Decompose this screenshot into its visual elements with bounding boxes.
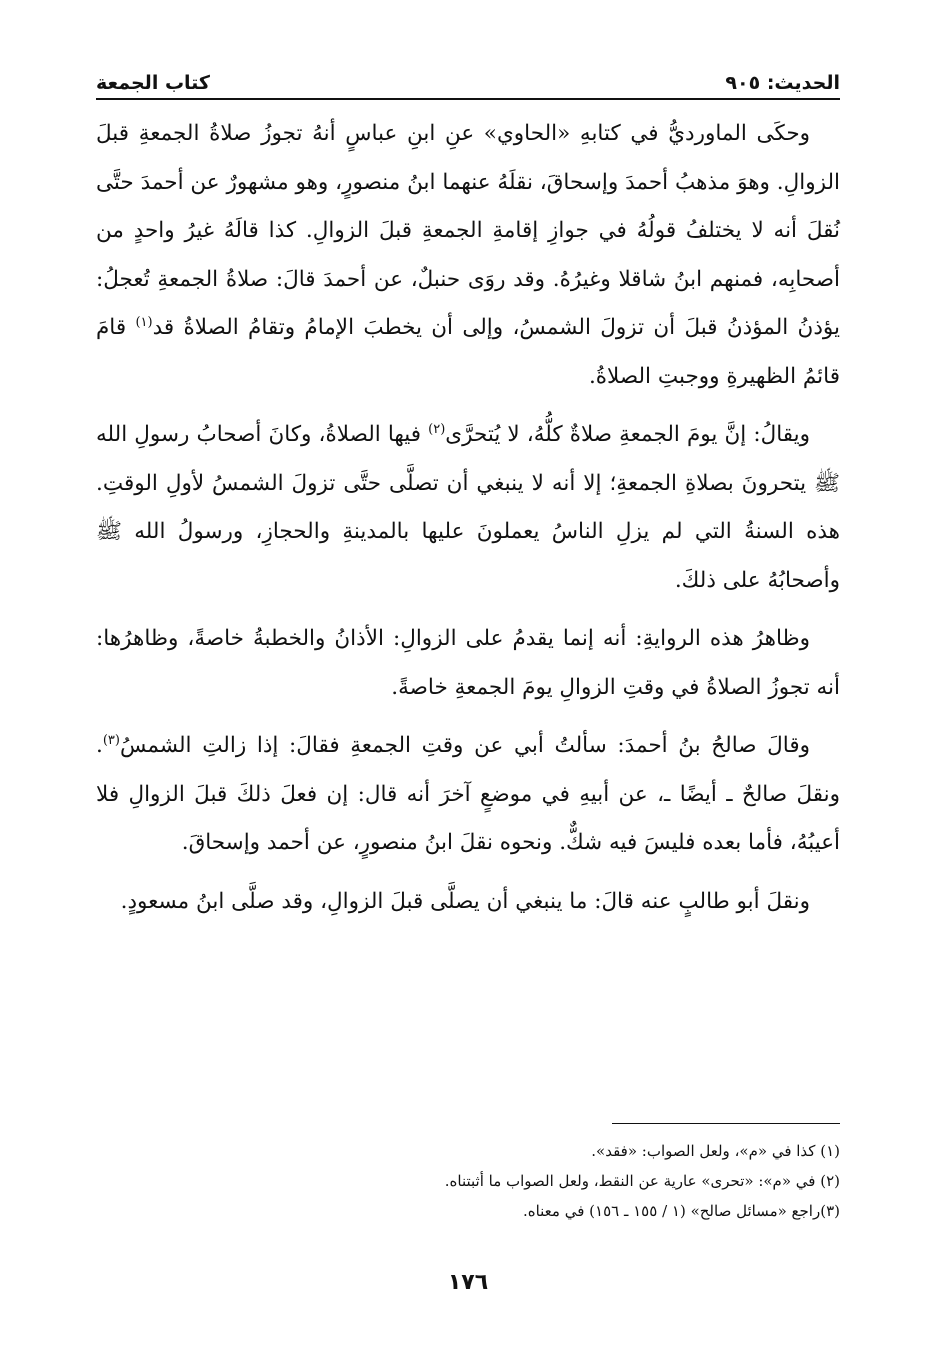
footnote-reference-3: (٣) — [102, 732, 120, 748]
paragraph-text: وحكَى الماورديُّ في كتابهِ «الحاوي» عنِ ابنِ عباسٍ أنهُ تجوزُ صلاةُ الجمعةِ قبلَ الزوالِ. وهوَ مذهبُ أحمدَ وإسحاقَ، نقلَهُ عنهما ابنُ منصورٍ، وهو مشهورٌ عن أحمدَ حتَّى نُقلَ أنه لا يختلفُ قولُهُ في جوازِ إقامةِ الجمعةِ قبلَ الزوالِ. كذا قالَهُ غيرُ واحدٍ من أصحابِه، فمنهم ابنُ شاقلا وغيرُهُ. وقد روَى حنبلٌ، عن أحمدَ قالَ: صلاةُ الجمعةِ تُعجلُ: يؤذنُ المؤذنُ قبلَ أن تزولَ الشمسُ، وإلى أن يخطبَ الإمامُ وتقامُ الصلاةُ قد — [96, 121, 840, 340]
paragraph-text-continued: . ونقلَ صالحٌ ـ أيضًا ـ، عن أبيهِ في موضعٍ آخرَ أنه قال: إن فعلَ ذلكَ قبلَ الزوالِ فلا أعيبُهُ، فأما بعده فليسَ فيه شكٌّ. ونحوه نقلَ ابنُ منصورٍ، عن أحمد وإسحاقَ. — [96, 733, 840, 855]
paragraph-3 — [96, 615, 840, 712]
paragraph-1 — [96, 110, 840, 401]
main-text — [96, 110, 840, 936]
book-page — [96, 48, 840, 1328]
footnote-2: (٢) في «م»: «تحرى» عارية عن النقط، ولعل الصواب ما أثبتناه. — [444, 1172, 840, 1190]
paragraph-text-continued: قامَ قائمُ الظهيرةِ ووجبتِ الصلاةُ. — [96, 315, 840, 389]
page-number: ١٧٦ — [447, 1270, 489, 1295]
paragraph-text: ويقالُ: إنَّ يومَ الجمعةِ صلاةٌ كلُّهُ، لا يُتحرَّى — [445, 422, 810, 447]
footnote-reference-1: (١) — [135, 314, 153, 330]
paragraph-text-continued: فيها الصلاةُ، وكانَ أصحابُ رسولِ الله ﷺ يتحرونَ بصلاةِ الجمعةِ؛ إلا أنه لا ينبغي أن تصلَّى حتَّى تزولَ الشمسُ لأولِ الوقتِ. هذه السنةُ التي لم يزلِ الناسُ يعملونَ عليها بالمدينةِ والحجازِ، ورسولُ الله ﷺ وأصحابُهُ على ذلكَ. — [96, 422, 840, 593]
paragraph-text: وقالَ صالحُ بنُ أحمدَ: سألتُ أبي عن وقتِ الجمعةِ فقالَ: إذا زالتِ الشمسُ — [119, 733, 810, 758]
footnote-3: (٣)راجع «مسائل صالح» (١ / ١٥٥ ـ ١٥٦) في معناه. — [522, 1202, 840, 1220]
running-header — [96, 58, 840, 94]
paragraph-text: ونقلَ أبو طالبٍ عنه قالَ: ما ينبغي أن يصلَّى قبلَ الزوالِ، وقد صلَّى ابنُ مسعودٍ. — [120, 888, 810, 914]
paragraph-5 — [96, 878, 840, 927]
paragraph-text: وظاهرُ هذه الروايةِ: أنه إنما يقدمُ على الزوالِ: الأذانُ والخطبةُ خاصةً، وظاهرُها: أنه تجوزُ الصلاةُ في وقتِ الزوالِ يومَ الجمعةِ خاصةً. — [96, 626, 840, 700]
paragraph-4 — [96, 722, 840, 868]
hadith-number-title: الحديث: ٩٠٥ — [725, 72, 840, 94]
footnotes — [96, 1136, 840, 1226]
footnote-1: (١) كذا في «م»، ولعل الصواب: «فقد». — [591, 1142, 840, 1160]
header-divider — [96, 98, 840, 100]
footnote-reference-2: (٢) — [428, 421, 446, 437]
footnote-divider — [612, 1123, 840, 1124]
book-title: كتاب الجمعة — [96, 72, 210, 94]
paragraph-2 — [96, 411, 840, 605]
